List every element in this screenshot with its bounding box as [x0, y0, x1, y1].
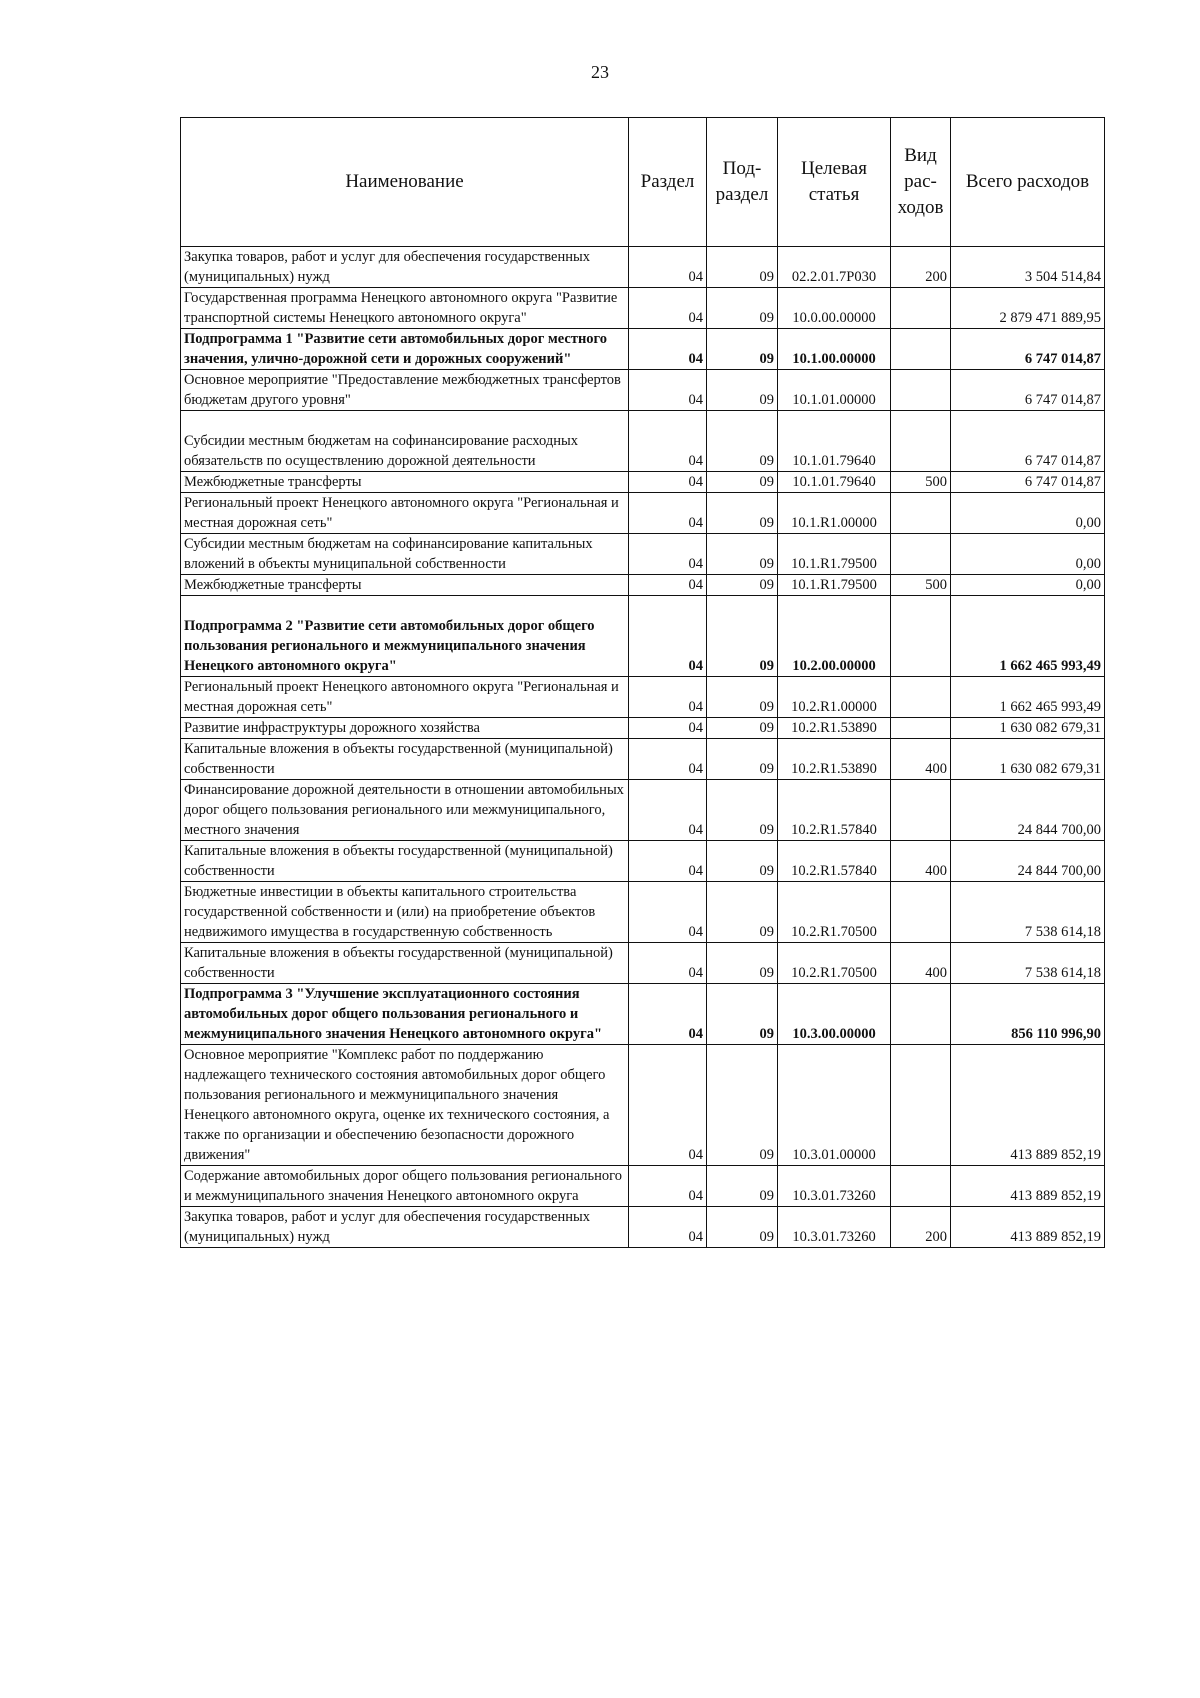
- table-row: [181, 247, 1105, 288]
- row-section-cell: 04: [629, 1166, 707, 1207]
- row-section-cell: 04: [629, 677, 707, 718]
- table-body: [181, 247, 1105, 1248]
- row-name-cell: Капитальные вложения в объекты государственной (муниципальной) собственности: [181, 943, 629, 984]
- table-row: [181, 370, 1105, 411]
- row-subsection-cell: 09: [707, 1166, 778, 1207]
- row-name-cell: Подпрограмма 3 "Улучшение эксплуатационного состояния автомобильных дорог общего пользования регионального и межмуниципального значения Ненецкого автономного округа": [181, 984, 629, 1045]
- row-total-cell: 6 747 014,87: [951, 370, 1105, 411]
- row-section-cell: 04: [629, 288, 707, 329]
- row-total-cell: 3 504 514,84: [951, 247, 1105, 288]
- row-subsection-cell: 09: [707, 534, 778, 575]
- row-article-cell: 10.2.R1.70500: [778, 943, 891, 984]
- row-article-cell: 10.2.R1.00000: [778, 677, 891, 718]
- row-expense-type-cell: [891, 984, 951, 1045]
- row-expense-type-cell: [891, 718, 951, 739]
- row-total-cell: 24 844 700,00: [951, 841, 1105, 882]
- row-total-cell: 6 747 014,87: [951, 329, 1105, 370]
- row-expense-type-cell: 200: [891, 1207, 951, 1248]
- header-name: Наименование: [181, 118, 629, 247]
- row-section-cell: 04: [629, 739, 707, 780]
- page-number: 23: [591, 62, 609, 82]
- table-row: [181, 329, 1105, 370]
- row-article-cell: 02.2.01.7Р030: [778, 247, 891, 288]
- table-row: [181, 1207, 1105, 1248]
- table-row: [181, 739, 1105, 780]
- row-expense-type-cell: [891, 534, 951, 575]
- row-section-cell: 04: [629, 882, 707, 943]
- row-section-cell: 04: [629, 943, 707, 984]
- row-section-cell: 04: [629, 1045, 707, 1166]
- row-section-cell: 04: [629, 780, 707, 841]
- row-name-cell: Межбюджетные трансферты: [181, 472, 629, 493]
- row-total-cell: 2 879 471 889,95: [951, 288, 1105, 329]
- row-name-cell: Межбюджетные трансферты: [181, 575, 629, 596]
- table-row: [181, 472, 1105, 493]
- table-row: [181, 718, 1105, 739]
- row-subsection-cell: 09: [707, 739, 778, 780]
- row-article-cell: 10.1.01.00000: [778, 370, 891, 411]
- row-article-cell: 10.2.R1.57840: [778, 780, 891, 841]
- table-row: [181, 1166, 1105, 1207]
- row-total-cell: 413 889 852,19: [951, 1045, 1105, 1166]
- table-row: [181, 1045, 1105, 1166]
- header-expense-type: Вид рас- ходов: [891, 118, 951, 247]
- row-article-cell: 10.1.R1.79500: [778, 534, 891, 575]
- table-row: [181, 596, 1105, 677]
- row-article-cell: 10.2.R1.53890: [778, 739, 891, 780]
- row-total-cell: 856 110 996,90: [951, 984, 1105, 1045]
- table-row: [181, 534, 1105, 575]
- row-expense-type-cell: 400: [891, 943, 951, 984]
- row-expense-type-cell: 500: [891, 472, 951, 493]
- row-article-cell: 10.0.00.00000: [778, 288, 891, 329]
- row-expense-type-cell: [891, 288, 951, 329]
- row-subsection-cell: 09: [707, 841, 778, 882]
- row-total-cell: 1 662 465 993,49: [951, 677, 1105, 718]
- row-expense-type-cell: [891, 1045, 951, 1166]
- row-name-cell: Субсидии местным бюджетам на софинансирование расходных обязательств по осуществлению дорожной деятельности: [181, 411, 629, 472]
- row-subsection-cell: 09: [707, 288, 778, 329]
- row-expense-type-cell: [891, 1166, 951, 1207]
- row-section-cell: 04: [629, 370, 707, 411]
- row-expense-type-cell: 200: [891, 247, 951, 288]
- row-name-cell: Закупка товаров, работ и услуг для обеспечения государственных (муниципальных) нужд: [181, 247, 629, 288]
- row-expense-type-cell: 500: [891, 575, 951, 596]
- row-expense-type-cell: [891, 329, 951, 370]
- row-total-cell: 413 889 852,19: [951, 1207, 1105, 1248]
- row-article-cell: 10.2.R1.53890: [778, 718, 891, 739]
- row-name-cell: Развитие инфраструктуры дорожного хозяйства: [181, 718, 629, 739]
- row-subsection-cell: 09: [707, 1045, 778, 1166]
- row-subsection-cell: 09: [707, 247, 778, 288]
- row-article-cell: 10.3.00.00000: [778, 984, 891, 1045]
- table-row: [181, 288, 1105, 329]
- row-subsection-cell: 09: [707, 370, 778, 411]
- row-name-cell: Бюджетные инвестиции в объекты капитального строительства государственной собственности и (или) на приобретение объектов недвижимого имущества в государственную собственность: [181, 882, 629, 943]
- row-expense-type-cell: [891, 596, 951, 677]
- table-row: [181, 677, 1105, 718]
- row-total-cell: 0,00: [951, 493, 1105, 534]
- row-total-cell: 6 747 014,87: [951, 411, 1105, 472]
- row-section-cell: 04: [629, 411, 707, 472]
- header-total: Всего расходов: [951, 118, 1105, 247]
- row-total-cell: 7 538 614,18: [951, 943, 1105, 984]
- row-subsection-cell: 09: [707, 329, 778, 370]
- row-name-cell: Региональный проект Ненецкого автономного округа "Региональная и местная дорожная сеть": [181, 677, 629, 718]
- row-article-cell: 10.1.01.79640: [778, 472, 891, 493]
- row-name-cell: Капитальные вложения в объекты государственной (муниципальной) собственности: [181, 841, 629, 882]
- row-expense-type-cell: [891, 677, 951, 718]
- table-row: [181, 493, 1105, 534]
- table-row: [181, 780, 1105, 841]
- row-name-cell: Основное мероприятие "Предоставление межбюджетных трансфертов бюджетам другого уровня": [181, 370, 629, 411]
- row-total-cell: 1 630 082 679,31: [951, 718, 1105, 739]
- row-subsection-cell: 09: [707, 411, 778, 472]
- row-expense-type-cell: [891, 882, 951, 943]
- table-row: [181, 882, 1105, 943]
- row-article-cell: 10.2.R1.70500: [778, 882, 891, 943]
- row-name-cell: Основное мероприятие "Комплекс работ по поддержанию надлежащего технического состояния автомобильных дорог общего пользования регионального и межмуниципального значения Ненецкого автономного округа, оценке их технического состояния, а также по организации и обеспечению безопасности дорожного движения": [181, 1045, 629, 1166]
- row-total-cell: 413 889 852,19: [951, 1166, 1105, 1207]
- row-subsection-cell: 09: [707, 943, 778, 984]
- row-subsection-cell: 09: [707, 596, 778, 677]
- row-name-cell: Субсидии местным бюджетам на софинансирование капитальных вложений в объекты муниципальной собственности: [181, 534, 629, 575]
- table-row: [181, 411, 1105, 472]
- row-total-cell: 7 538 614,18: [951, 882, 1105, 943]
- row-subsection-cell: 09: [707, 780, 778, 841]
- row-subsection-cell: 09: [707, 718, 778, 739]
- row-expense-type-cell: [891, 493, 951, 534]
- row-expense-type-cell: [891, 780, 951, 841]
- row-total-cell: 1 662 465 993,49: [951, 596, 1105, 677]
- row-article-cell: 10.3.01.73260: [778, 1207, 891, 1248]
- table-row: [181, 575, 1105, 596]
- row-subsection-cell: 09: [707, 1207, 778, 1248]
- row-section-cell: 04: [629, 534, 707, 575]
- row-name-cell: Региональный проект Ненецкого автономного округа "Региональная и местная дорожная сеть": [181, 493, 629, 534]
- row-section-cell: 04: [629, 841, 707, 882]
- row-subsection-cell: 09: [707, 472, 778, 493]
- row-expense-type-cell: [891, 411, 951, 472]
- row-section-cell: 04: [629, 984, 707, 1045]
- row-name-cell: Государственная программа Ненецкого автономного округа "Развитие транспортной системы Ненецкого автономного округа": [181, 288, 629, 329]
- row-article-cell: 10.3.01.73260: [778, 1166, 891, 1207]
- row-article-cell: 10.1.R1.79500: [778, 575, 891, 596]
- row-section-cell: 04: [629, 1207, 707, 1248]
- budget-table: [180, 117, 1105, 1248]
- row-subsection-cell: 09: [707, 493, 778, 534]
- row-name-cell: Закупка товаров, работ и услуг для обеспечения государственных (муниципальных) нужд: [181, 1207, 629, 1248]
- header-article: Целевая статья: [778, 118, 891, 247]
- row-section-cell: 04: [629, 472, 707, 493]
- row-section-cell: 04: [629, 493, 707, 534]
- row-total-cell: 1 630 082 679,31: [951, 739, 1105, 780]
- row-expense-type-cell: [891, 370, 951, 411]
- row-name-cell: Капитальные вложения в объекты государственной (муниципальной) собственности: [181, 739, 629, 780]
- row-section-cell: 04: [629, 596, 707, 677]
- row-article-cell: 10.1.R1.00000: [778, 493, 891, 534]
- row-section-cell: 04: [629, 575, 707, 596]
- row-total-cell: 6 747 014,87: [951, 472, 1105, 493]
- row-expense-type-cell: 400: [891, 739, 951, 780]
- table-header: [181, 118, 1105, 247]
- row-name-cell: Подпрограмма 2 "Развитие сети автомобильных дорог общего пользования регионального и межмуниципального значения Ненецкого автономного округа": [181, 596, 629, 677]
- row-total-cell: 0,00: [951, 575, 1105, 596]
- row-expense-type-cell: 400: [891, 841, 951, 882]
- row-article-cell: 10.1.00.00000: [778, 329, 891, 370]
- table-row: [181, 943, 1105, 984]
- row-section-cell: 04: [629, 329, 707, 370]
- row-article-cell: 10.1.01.79640: [778, 411, 891, 472]
- row-total-cell: 0,00: [951, 534, 1105, 575]
- row-article-cell: 10.2.00.00000: [778, 596, 891, 677]
- row-subsection-cell: 09: [707, 984, 778, 1045]
- row-total-cell: 24 844 700,00: [951, 780, 1105, 841]
- row-article-cell: 10.2.R1.57840: [778, 841, 891, 882]
- row-name-cell: Финансирование дорожной деятельности в отношении автомобильных дорог общего пользования регионального или межмуниципального, местного значения: [181, 780, 629, 841]
- row-subsection-cell: 09: [707, 882, 778, 943]
- table-row: [181, 841, 1105, 882]
- row-name-cell: Содержание автомобильных дорог общего пользования регионального и межмуниципального значения Ненецкого автономного округа: [181, 1166, 629, 1207]
- header-section: Раздел: [629, 118, 707, 247]
- row-subsection-cell: 09: [707, 677, 778, 718]
- header-subsection: Под- раздел: [707, 118, 778, 247]
- row-article-cell: 10.3.01.00000: [778, 1045, 891, 1166]
- row-section-cell: 04: [629, 247, 707, 288]
- row-subsection-cell: 09: [707, 575, 778, 596]
- row-section-cell: 04: [629, 718, 707, 739]
- row-name-cell: Подпрограмма 1 "Развитие сети автомобильных дорог местного значения, улично-дорожной сети и дорожных сооружений": [181, 329, 629, 370]
- table-row: [181, 984, 1105, 1045]
